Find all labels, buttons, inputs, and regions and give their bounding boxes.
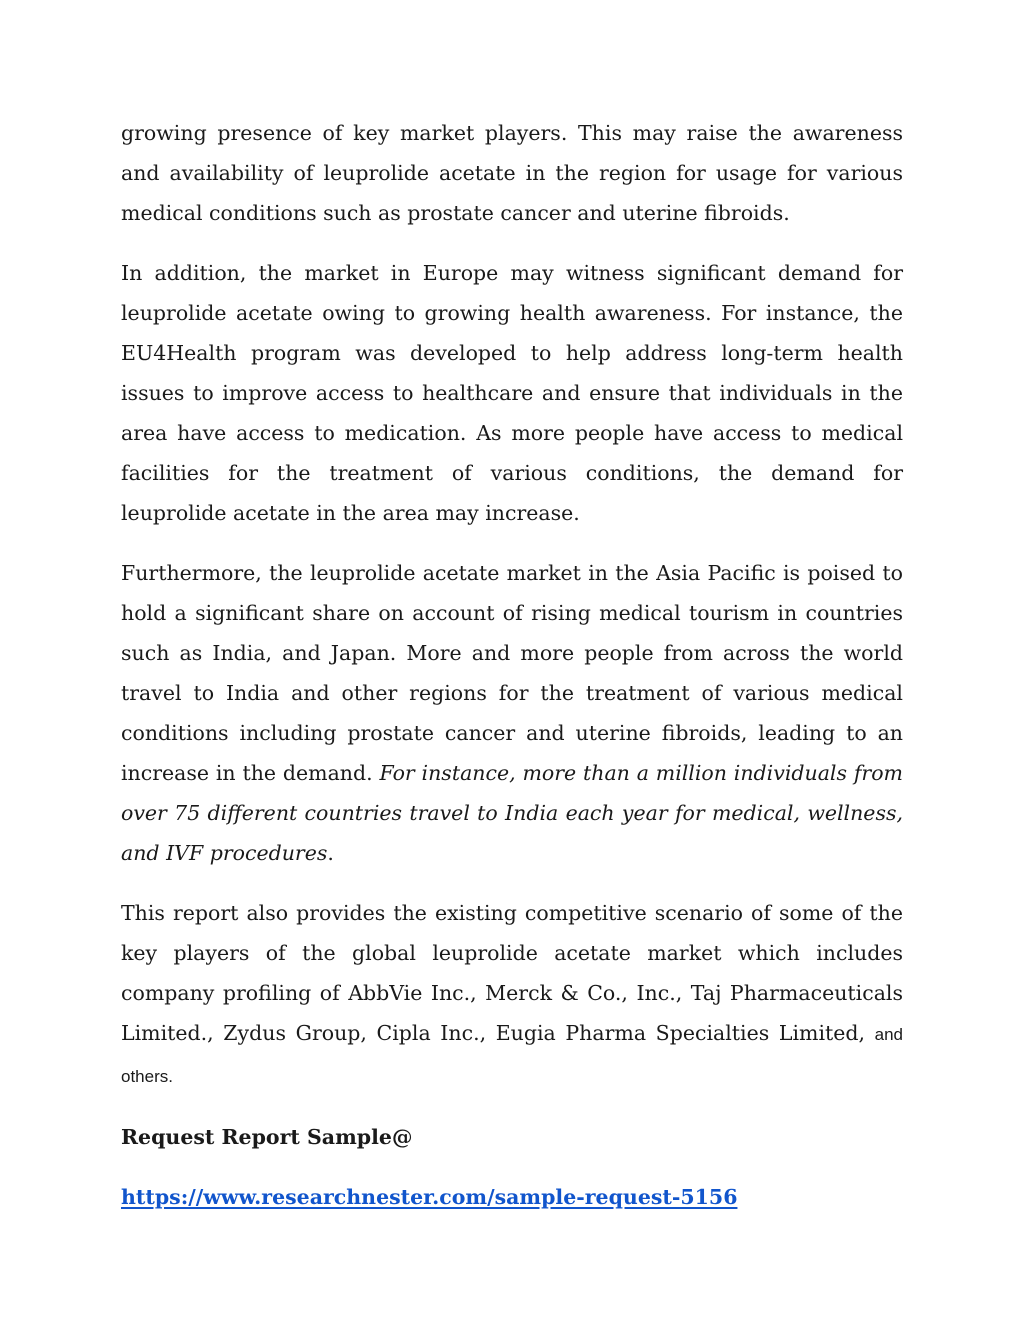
paragraph-asia-pacific	[121, 553, 903, 873]
asia-pacific-text: Furthermore, the leuprolide acetate market in the Asia Pacific is poised to hold a significant share on account of rising medical tourism in countries such as India, and Japan. More and more people from across the world travel to India and other regions for the treatment of various medical conditions including prostate cancer and uterine fibroids, leading to an increase in the demand.	[121, 561, 903, 785]
paragraph-key-players	[121, 893, 903, 1097]
and-others-text: and others.	[121, 1025, 903, 1086]
medical-tourism-example: For instance, more than a million individuals from over 75 different countries travel to India each year for medical, wellness, and IVF procedures	[121, 761, 903, 865]
paragraph-market-presence: growing presence of key market players. This may raise the awareness and availability of leuprolide acetate in the region for usage for various medical conditions such as prostate cancer and uterine fibroids.	[121, 121, 903, 225]
document-body	[121, 113, 903, 1217]
key-players-text: This report also provides the existing competitive scenario of some of the key players of the global leuprolide acetate market which includes company profiling of AbbVie Inc., Merck & Co., Inc., Taj Pharmaceuticals Limited., Zydus Group, Cipla Inc., Eugia Pharma Specialties Limited,	[121, 901, 903, 1045]
request-sample-heading: Request Report Sample@	[121, 1125, 413, 1149]
asia-pacific-period: .	[327, 841, 334, 865]
sample-request-link[interactable]: https://www.researchnester.com/sample-request-5156	[121, 1185, 738, 1209]
paragraph-europe-demand: In addition, the market in Europe may witness significant demand for leuprolide acetate owing to growing health awareness. For instance, the EU4Health program was developed to help address long-term health issues to improve access to healthcare and ensure that individuals in the area have access to medication. As more people have access to medical facilities for the treatment of various conditions, the demand for leuprolide acetate in the area may increase.	[121, 261, 903, 525]
